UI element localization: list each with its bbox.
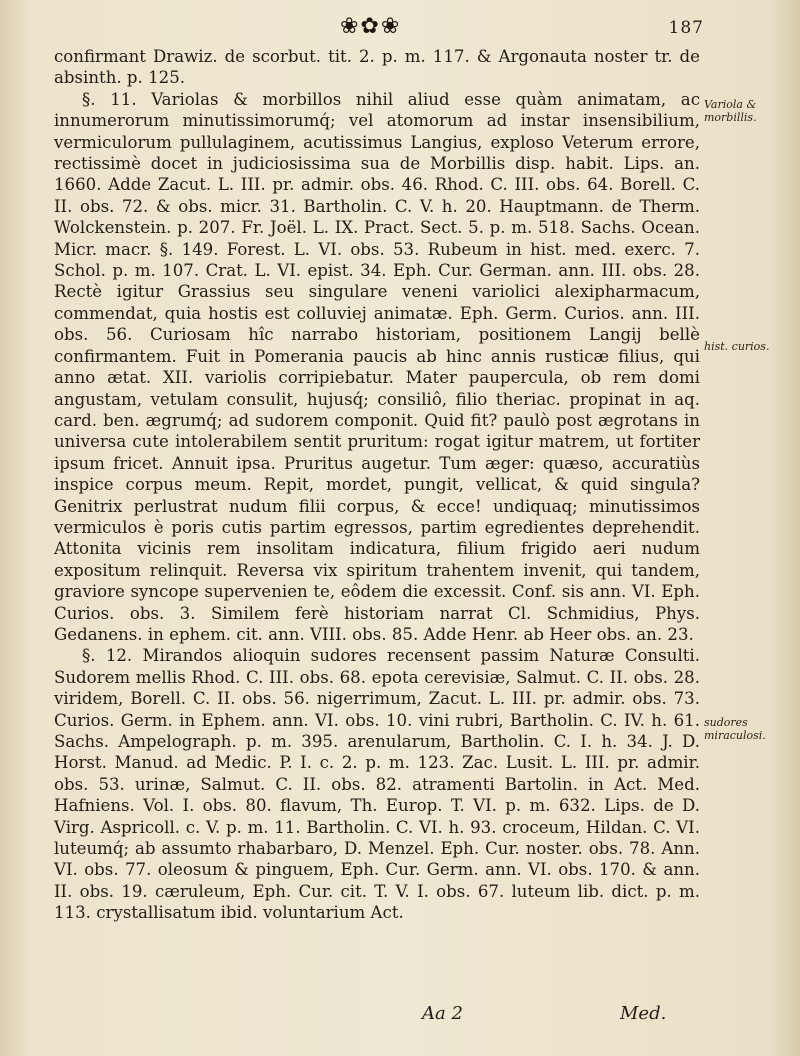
paragraph-continuation: confirmant Drawiz. de scorbut. tit. 2. p. m. 117. & Argonauta noster tr. de absinth. p. 125. (54, 47, 700, 88)
page-number: 187 (668, 18, 704, 38)
catchword: Med. (620, 1003, 667, 1024)
page-footer (0, 1003, 800, 1033)
paragraph-section-12: §. 12. Mirandos alioquin sudores recensent passim Naturæ Consulti. Sudorem mellis Rhod. C. III. obs. 68. epota cerevisiæ, Salmut. C. II. obs. 28. viridem, Borell. C. II. obs. 56. nigerrimum, Zacut. L. III. pr. admir. obs. 73. Curios. Germ. in Ephem. ann. VI. obs. 10. vini rubri, Bartholin. C. IV. h. 61. Sachs. Ampelograph. p. m. 395. arenularum, Bartholin. C. I. h. 34. J. D. Horst. Manud. ad Medic. P. I. c. 2. p. m. 123. Zac. Lusit. L. III. pr. admir. obs. 53. urinæ, Salmut. C. II. obs. 82. atramenti Bartolin. in Act. Med. Hafniens. Vol. I. obs. 80. flavum, Th. Europ. T. VI. p. m. 632. Lips. de D. Virg. Aspricoll. c. V. p. m. 11. Bartholin. C. VI. h. 93. croceum, Hildan. C. VI. luteumq́; ab assumto rhabarbaro, D. Menzel. Eph. Cur. noster. obs. 78. Ann. VI. obs. 77. oleosum & pinguem, Eph. Cur. Germ. ann. VI. obs. 170. & ann. II. obs. 19. cæruleum, Eph. Cur. cit. T. V. I. obs. 67. luteum lib. dict. p. m. 113. crystallisatum ibid. voluntarium Act. (54, 646, 700, 923)
signature-mark: Aa 2 (422, 1003, 463, 1024)
paragraph-section-11: §. 11. Variolas & morbillos nihil aliud esse quàm animatam, ac innumerorum minutissimorumq́; vel atomorum ad instar insensibilium, vermiculorum pullulaginem, acutissimus Langius, exploso Veterum errore, rectissimè docet in judiciosissima sua de Morbillis disp. habit. Lips. an. 1660. Adde Zacut. L. III. pr. admir. obs. 46. Rhod. C. III. obs. 64. Borell. C. II. obs. 72. & obs. micr. 31. Bartholin. C. V. h. 20. Hauptmann. de Therm. Wolckenstein. p. 207. Fr. Joël. L. IX. Pract. Sect. 5. p. m. 518. Sachs. Ocean. Micr. macr. §. 149. Forest. L. VI. obs. 53. Rubeum in hist. med. exerc. 7. Schol. p. m. 107. Crat. L. VI. epist. 34. Eph. Cur. German. ann. III. obs. 28. Rectè igitur Grassius seu singulare veneni variolici alexipharmacum, commendat, quia hostis est colluviej animatæ. Eph. Germ. Curios. ann. III. obs. 56. Curiosam hîc narrabo historiam, positionem Langij bellè confirmantem. Fuit in Pomerania paucis ab hinc annis rusticæ filius, qui anno ætat. XII. variolis corripiebatur. Mater paupercula, ob rem domi angustam, vetulam consulit, hujusq́; consiliô, filio theriac. propinat in aq. card. ben. ægrumq́; ad sudorem componit. Quid fit? paulò post ægrotans in universa cute intolerabilem sentit pruritum: rogat igitur matrem, ut fortiter ipsum fricet. Annuit ipsa. Pruritus augetur. Tum æger: quæso, accuratiùs inspice corpus meum. Repit, mordet, pungit, vellicat, & quid singula? Genitrix perlustrat nudum filii corpus, & ecce! undiquaq; minutissimos vermiculos è poris cutis partim egressos, partim egredientes deprehendit. Attonita vicinis rem insolitam indicatura, filium frigido aeri nudum expositum relinquit. Reversa vix spiritum trahentem invenit, qui tandem, graviore syncope supervenien te, eôdem die excessit. Conf. sis ann. VI. Eph. Curios. obs. 3. Similem ferè historiam narrat Cl. Schmidius, Phys. Gedanens. in ephem. cit. ann. VIII. obs. 85. Adde Henr. ab Heer obs. an. 23. (54, 89, 700, 644)
decorative-ornament: ❀✿❀ (340, 14, 402, 39)
margin-note-variola: Variola & morbillis. (704, 98, 757, 124)
margin-note-sudores: sudores miraculosi. (704, 716, 766, 742)
margin-note-hist-curios: hist. curios. (704, 340, 770, 353)
body-text (54, 46, 700, 924)
